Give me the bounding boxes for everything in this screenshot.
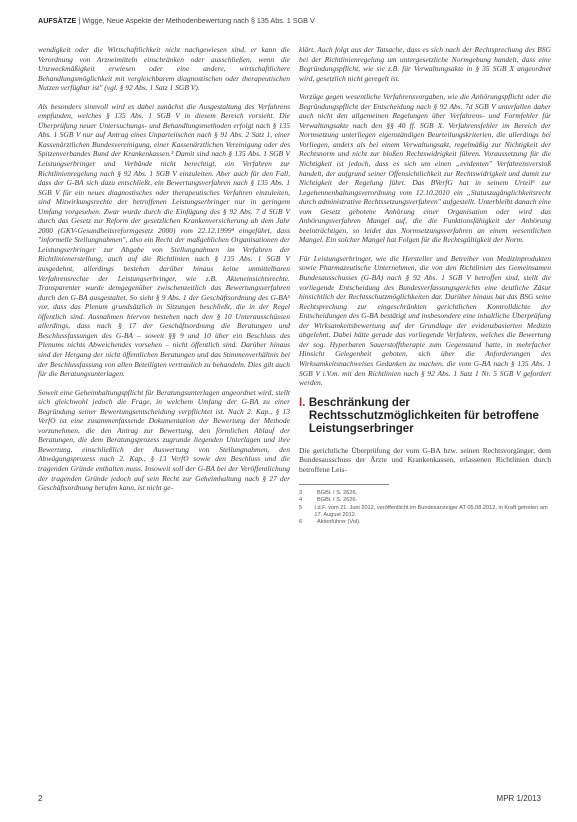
paragraph: Als besonders sinnvoll wird es dabei zunächst die Ausgestaltung des Verfahrens empfunden, welches § 135 Abs. 1 SGB V in diesem Bereich vorsieht. Die Überprüfung neuer Untersuchungs- und Behandlungsmethoden erfolgt nach § 135 Abs. 1 SGB V nur auf Antrag eines Unparteiischen nach § 91 Abs. 2 Satz 1, einer Kassenärztlichen Bundesvereinigung, einer Kassenärztlichen Vereinigung oder des Spitzenverbandes Bund der Krankenkassen.³ Damit sind nach § 135 Abs. 1 SGB V Leistungserbringer und Verbände nicht berechtigt, ein Verfahren zur Richtlinienregelung nach § 92 Abs. 1 SGB V einzuleiten. Aber auch für den Fall, dass der G-BA sich dazu entschließt, ein Bewertungsverfahren nach § 135 Abs. 1 SGB V für ein neues diagnostisches oder therapeutisches Verfahren einzuleiten, sind Mitwirkungsrechte der betroffenen Leistungserbringer nur in geringem Umfang vorgesehen. Zwar wurde durch die Einfügung des § 92 Abs. 7 d SGB V durch das Gesetz zur Reform der gesetzlichen Krankenversicherung ab dem Jahr 2000 (GKV-Gesundheitsreformgesetz 2000) vom 22.12.1999⁴ eingeführt, dass "informelle Stellungnahmen", also ein Recht der maßgeblichen Organisationen der Leistungserbringer zur Abgabe von Stellungnahmen im Verfahren der Richtlinienerstellung, auch auf die Richtlinien nach § 135 Abs. 1 SGB V ausgedehnt, allerdings bestehen darüber hinaus keine unmittelbaren Verfahrensrechte der Leistungserbringer, wie z.B. Akteneinsichtsrechte. Transparenter wurde demgegenüber zwischenzeitlich das Bewertungsverfahren durch den G-BA ausgestaltet. So sieht § 9 Abs. 1 der Geschäftsordnung des G-BA⁵ vor, dass das Plenum grundsätzlich in Sitzungen beschließt, die in der Regel öffentlich sind. Ausnahmen hiervon bestehen nach den § 10 Unterausschüssen allerdings, dass nach § 17 der Geschäftsordnung die Beratungen und Beschlussfassungen des G-BA – soweit §§ 9 und 10 über ein Beschluss des Plenums nichts Abweichendes vorsehen – nicht öffentlich sind. Darüber hinaus sind der Hergang der nicht öffentlichen Beratungen und das Stimmenverhältnis bei der Beschlussfassung von allen Beteiligten vertraulich zu behandeln. Dies gilt auch für die Beratungsunterlagen.: [38, 101, 290, 379]
paragraph: wendigkeit oder die Wirtschaftlichkeit nicht nachgewiesen sind, er kann die Verordnung von Arzneimitteln einschränken oder ausschließen, wenn die Unzweckmäßigkeit erwiesen oder eine andere, wirtschaftlichere Behandlungsmöglichkeit mit vergleichbarem diagnostischen oder therapeutischen Nutzen verfügbar ist" (vgl. § 92 Abs. 1 Satz 1 SGB V).: [38, 45, 290, 93]
footnote-number: 6: [299, 519, 303, 526]
running-header: [38, 16, 315, 25]
page-number: 2: [38, 794, 43, 803]
right-column: [299, 45, 551, 526]
journal-issue: MPR 1/2013: [496, 794, 541, 803]
footnote: [299, 505, 551, 519]
footnote-divider: [299, 484, 389, 485]
footnote-number: 4: [299, 497, 303, 504]
section-number: I.: [299, 396, 306, 409]
paragraph: Vorzüge gegen wesentliche Verfahrensvorgaben, wie die Anhörungspflicht oder die Begründungspflicht der Entscheidung nach § 92 Abs. 7d SGB V unterfallen daher auch nicht den allgemeinen Regelungen über Verfahrens- und Formfehler für Verwaltungsakte nach den §§ 40 ff. SGB X. Verfahrensfehler im Bereich der Normsetzung unterliegen eigenständigen Beurteilungskriterien, die allerdings bei Vorliegen, anders als bei einem Verwaltungsakt, regelmäßig zur Nichtigkeit der Rechtsnorm und nicht zur bloßen Rechtswidrigkeit führen. Voraussetzung für die Nichtigkeit ist jedoch, dass es sich um einen „evidenten" Verfahrensverstoß handelt, der aufgrund seiner Offensichtlichkeit zur Rechtswidrigkeit und damit zur Nichtigkeit der Regelung führt. Das BVerfG hat in seinem Urteil⁶ zur Legehennenhaltungsverordnung vom 12.10.2010 ein „Statuszugänglichkeitsrecht durch administrative Rechtssetzungsverfahren" aufgestellt. Unterbleibt danach eine vom Gesetz gebotene Anhörung einer Organisation oder wird das Anhörungsverfahren Mangel auf, die die Funktionsfähigkeit der Anhörung beeinträchtigen, so leidet das Normsetzungsverfahren an einem wesentlichen Mangel. Ein solcher Mangel hat Folgen für die Rechtsgültigkeit der Norm.: [299, 92, 551, 245]
paragraph: klärt. Auch folgt aus der Tatsache, dass es sich nach der Rechtsprechung des BSG bei der Richtlinienregelung um untergesetzliche Normgebung handelt, dass eine Begründungspflicht, wie sie z.B. für Verwaltungsakte in § 35 SGB X angeordnet wird, gesetzlich nicht geregelt ist.: [299, 45, 551, 83]
section-heading: [299, 397, 551, 436]
footnote: [299, 519, 551, 526]
header-section: AUFSÄTZE: [38, 16, 77, 25]
paragraph: Für Leistungserbringer, wie die Hersteller und Betreiber von Medizinprodukten sowie Pharmazeutische Unternehmen, die von den Richtlinien des Gemeinsamen Bundesausschusses (G-BA) nach § 92 Abs. 1 SGB V betroffen sind, stellt die vorliegende Entscheidung des Bundesverfassungsgerichts eine deutliche Zäsur hinsichtlich der Rechtsschutzmöglichkeiten dar. Darüber hinaus hat das BSG seine Rechtsprechung zur eingeschränkten gerichtlichen Kontrolldichte der Entscheidungen des G-BA bestätigt und insbesondere eine inhaltliche Überprüfung der Wirksamkeitsbewertung auf der Grundlage der evidenzbasierten Medizin abgelehnt. Dabei hätte gerade das vorliegende Verfahren, welches die Bewertung der sog. Hyperbaren Sauerstofftherapie zum Gegenstand hatte, in mehrfacher Hinsicht Gelegenheit geboten, sich über die Anforderungen des Wirksamkeitsnachweises Gedanken zu machen, die vom G-BA nach § 135 Abs. 1 SGB V i.V.m. mit den Richtlinien nach § 92 Abs. 1 Satz 1 Nr. 5 SGB V gefordert werden.: [299, 253, 551, 388]
footnote-text: BGBl. I S. 2626.: [317, 490, 358, 497]
footnote-text: I.d.F. vom 21. Juni 2012, veröffentlicht im Bundesanzeiger AT 05.08.2012, in Kraft getreten am 17. August 2012.: [314, 504, 548, 518]
footnote-text: BGBl. I S. 2626.: [317, 497, 358, 504]
footnote-number: 3: [299, 490, 303, 497]
paragraph: Die gerichtliche Überprüfung der vom G-BA bzw. seinen Rechtsvorgänger, dem Bundesausschuss der Ärzte und Krankenkassen, erlassenen Richtlinien durch betroffene Leis-: [299, 445, 551, 474]
footnote-text: Aktenführer (Vol).: [317, 519, 361, 526]
footnote: [299, 497, 551, 504]
header-separator: |: [76, 16, 83, 25]
left-column: [38, 45, 290, 502]
footnote-number: 5: [299, 504, 303, 511]
header-title: Wigge, Neue Aspekte der Methodenbewertung nach § 135 Abs. 1 SGB V: [82, 16, 315, 25]
section-title: Beschränkung der Rechtsschutzmöglichkeiten für betroffene Leistungserbringer: [308, 396, 539, 435]
paragraph: Soweit eine Geheimhaltungspflicht für Beratungsunterlagen angeordnet wird, stellt sich gleichwohl jedoch die Frage, in welchem Umfang der G-BA zu einer Begründung seiner Bewertungsentscheidung verpflichtet ist. Nach 2. Kap., § 13 VerfO ist eine zusammenfassende Dokumentation der Bewertung der Methode vorzunehmen, die den Antrag zur Bewertung, den förmlichen Ablauf der Beratungen, die dem Beratungsprozess zugrunde liegenden Unterlagen und ihre Bewertung, einschließlich der Auswertung von Stellungnahmen, den Abwägungsprozess nach 2. Kap., § 13 VerfO sowie den Beschluss und die tragenden Gründe enthalten muss. Insoweit soll der G-BA bei der Veröffentlichung der tragenden Gründe jedoch auf sein Recht zur Geheimhaltung nach § 27 der Geschäftsordnung berufen kann, ist nicht ge-: [38, 387, 290, 493]
footnote: [299, 490, 551, 497]
